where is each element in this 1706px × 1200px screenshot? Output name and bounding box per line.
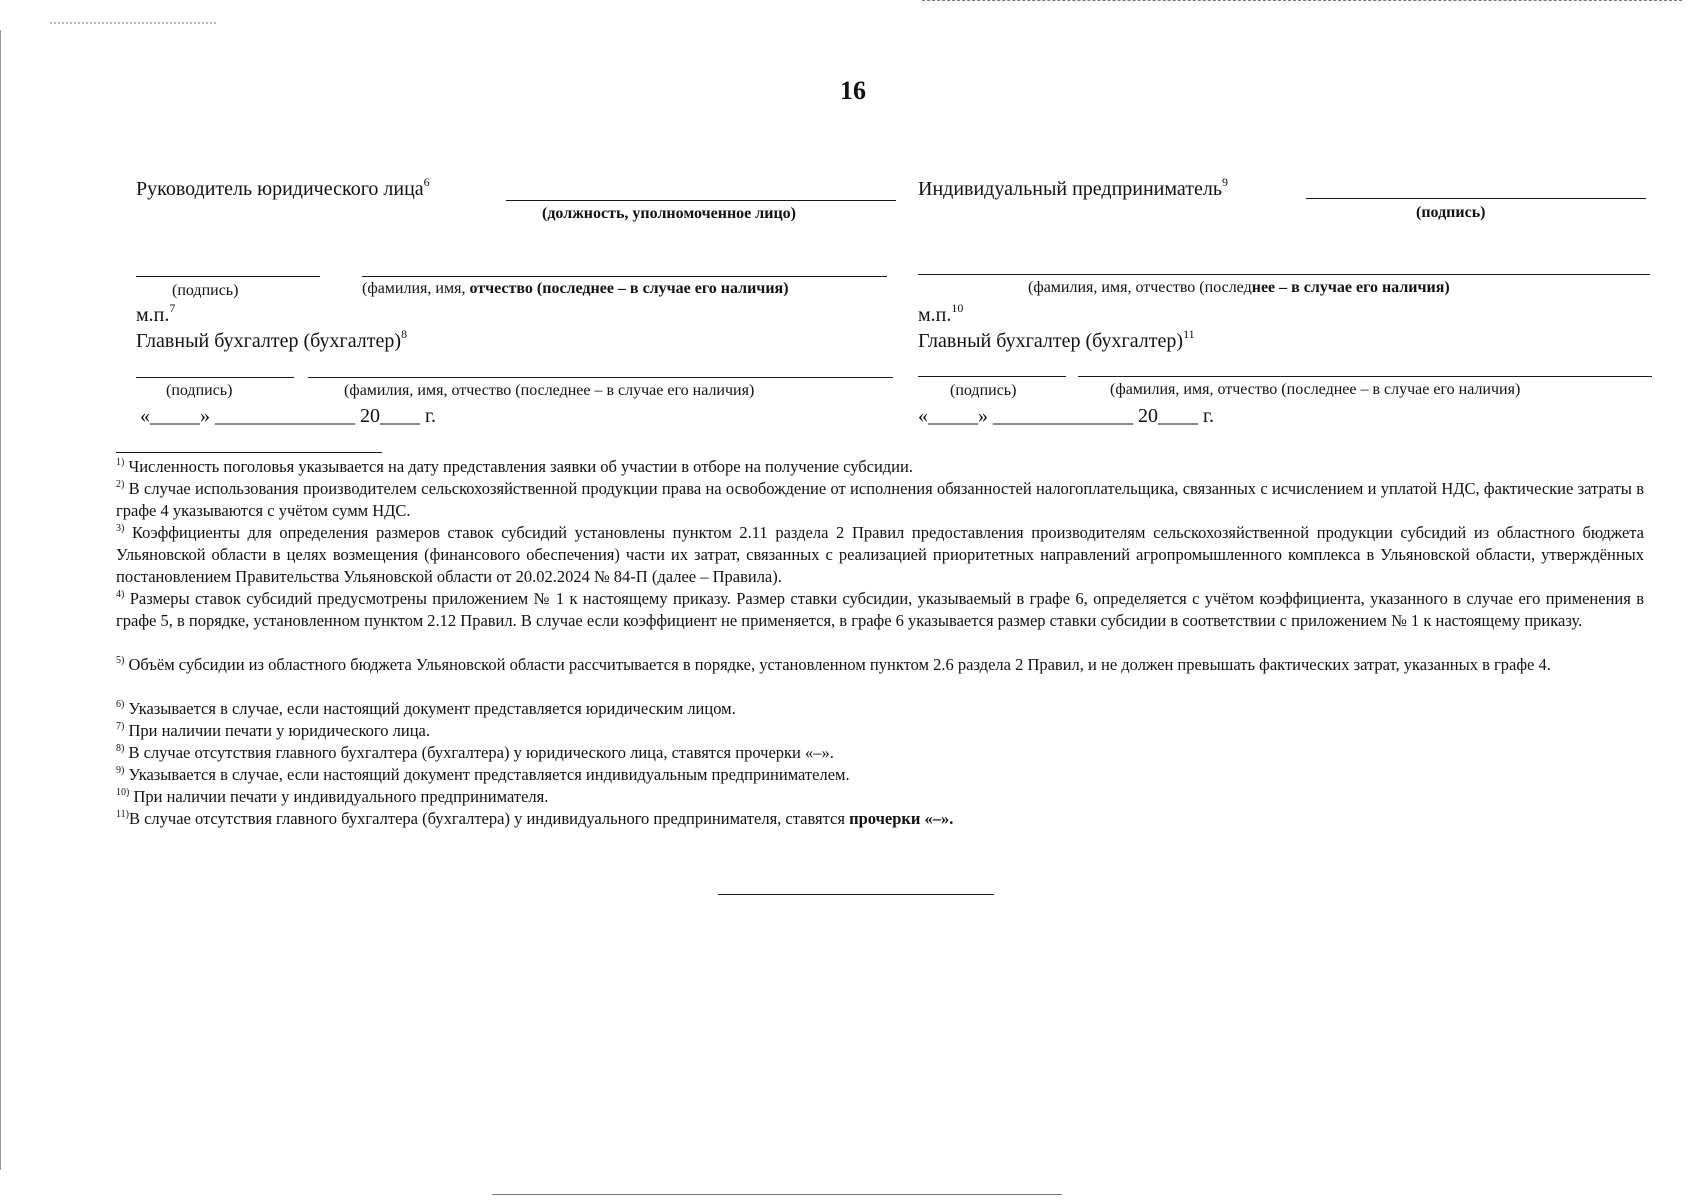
footnote-ref: 8 [401, 327, 408, 341]
ip-accountant-fio-caption: (фамилия, имя, отчество (последнее – в случае его наличия) [1110, 381, 1521, 398]
ip-stamp-place: м.п.$^{10}$ [918, 301, 964, 326]
ip-date-line: «_____» ______________ 20____ г. [918, 405, 1214, 427]
footnote-6: $^{6)}$ Указывается в случае, если настоящий документ представляется юридическим лицом. [116, 699, 736, 718]
page-number: 16 [840, 76, 866, 105]
ip-accountant-fio-line [1078, 376, 1652, 377]
footnote-7: $^{7)}$ При наличии печати у юридического лица. [116, 721, 431, 740]
footnote-ref: 9 [1221, 175, 1228, 189]
footnote-2: $^{2)}$ В случае использования производителем сельскохозяйственной продукции права на освобождение от исполнения обязанностей налогоплательщика, связанных с исчислением и уплатой НДС, фактические затраты в графе 4 указываются с учётом сумм НДС. [116, 479, 1644, 520]
footnote-ref: 7 [169, 301, 176, 315]
date-line: «_____» ______________ 20____ г. [140, 405, 436, 427]
footnote-10: $^{10)}$ При наличии печати у индивидуального предпринимателя. [116, 787, 549, 806]
footnote-8: $^{8)}$ В случае отсутствия главного бухгалтера (бухгалтера) у юридического лица, ставятся прочерки «–». [116, 743, 834, 762]
fio-caption: (фамилия, имя, отчество (последнее – в случае его наличия) [362, 280, 789, 297]
scan-edge-top [922, 0, 1682, 1]
footnote-ref: 11 [1183, 327, 1195, 341]
scan-edge-left [0, 30, 1, 1170]
ip-signature-line [1306, 198, 1646, 199]
head-of-legal-entity-label: Руководитель юридического лица$^6$ [136, 175, 430, 200]
accountant-fio-caption: (фамилия, имя, отчество (последнее – в случае его наличия) [344, 382, 755, 399]
ip-accountant-signature-line [918, 376, 1066, 377]
ip-signature-caption: (подпись) [1416, 204, 1486, 221]
chief-accountant-label: Главный бухгалтер (бухгалтер)$^8$ [136, 327, 408, 352]
footnote-3: $^{3)}$ Коэффициенты для определения размеров ставок субсидий установлены пунктом 2.11 раздела 2 Правил предоставления производителям сельскохозяйственной продукции субсидий из областного бюджета Ульяновской области в целях возмещения (финансового обеспечения) части их затрат, связанных с реализацией приоритетных направлений агропромышленного комплекса в Ульяновской области, утверждённых постановлением Правительства Ульяновской области от 20.02.2024 № 84-П (далее – Правила). [116, 523, 1645, 586]
footnote-5: $^{5)}$ Объём субсидии из областного бюджета Ульяновской области рассчитывается в порядке, установленном пунктом 2.6 раздела 2 Правил, и не должен превышать фактических затрат, указанных в графе 4. [116, 655, 1551, 674]
stamp-place: м.п.$^7$ [136, 301, 176, 326]
ip-accountant-signature-caption: (подпись) [950, 382, 1017, 399]
accountant-fio-line [308, 377, 893, 378]
footnote-ref: 10 [951, 301, 964, 315]
accountant-signature-line [136, 377, 294, 378]
accountant-signature-caption: (подпись) [166, 382, 233, 399]
footnotes-separator [116, 452, 382, 453]
footnote-9: $^{9)}$ Указывается в случае, если настоящий документ представляется индивидуальным предпринимателем. [116, 765, 850, 784]
footnote-11: $^{11)}$В случае отсутствия главного бухгалтера (бухгалтера) у индивидуального предпринимателя, ставятся прочерки «–». [116, 809, 954, 828]
footnote-1: $^{1)}$ Численность поголовья указывается на дату представления заявки об участии в отборе на получение субсидии. [116, 457, 913, 476]
ip-fio-caption: (фамилия, имя, отчество (последнее – в случае его наличия) [1028, 279, 1450, 296]
signature-line [136, 276, 320, 277]
position-caption: (должность, уполномоченное лицо) [542, 205, 797, 222]
ip-chief-accountant-label: Главный бухгалтер (бухгалтер)$^{11}$ [918, 327, 1195, 352]
footnote-4: $^{4)}$ Размеры ставок субсидий предусмотрены приложением № 1 к настоящему приказу. Размер ставки субсидии, указываемый в графе 6, определяется с учётом коэффициента, указанного в случае его применения в графе 5, в порядке, установленном пунктом 2.12 Правил. В случае если коэффициент не применяется, в графе 6 указывается размер ставки субсидии в соответствии с приложением № 1 к настоящему приказу. [116, 589, 1644, 630]
footnote-ref: 6 [423, 175, 430, 189]
signature-caption: (подпись) [172, 282, 239, 299]
fio-line [362, 276, 887, 277]
scan-smudge [50, 22, 216, 24]
scan-edge-bottom [492, 1194, 1062, 1195]
ip-fio-line [918, 274, 1650, 275]
end-rule [718, 894, 994, 895]
position-line [506, 200, 896, 201]
individual-entrepreneur-label: Индивидуальный предприниматель$^9$ [918, 175, 1228, 200]
